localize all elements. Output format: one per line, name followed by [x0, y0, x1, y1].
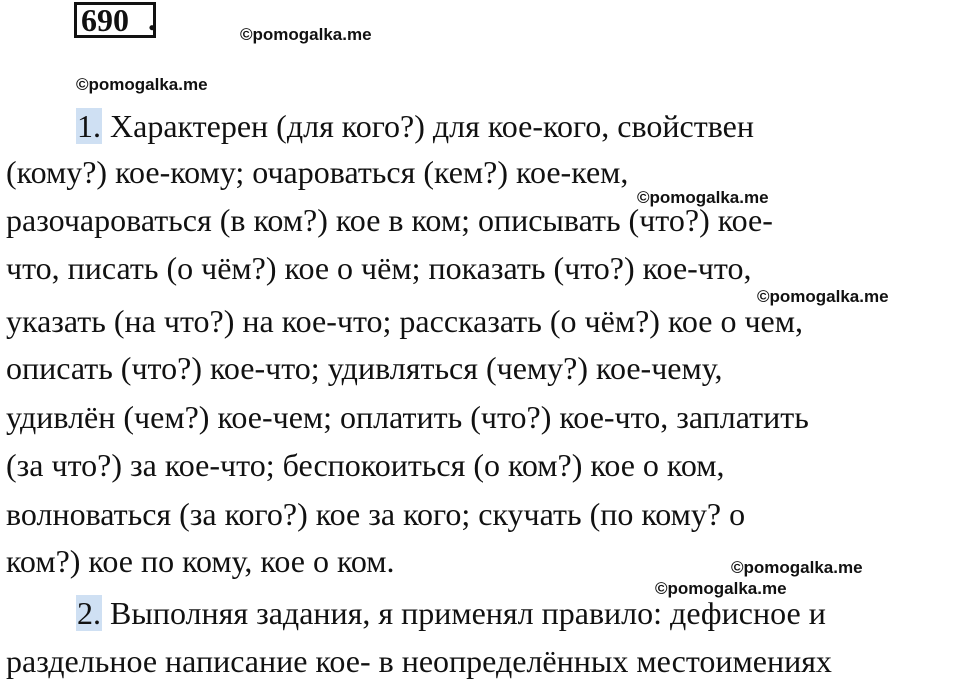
item-1-line-1 [76, 108, 754, 144]
watermark: ©pomogalka.me [731, 558, 863, 577]
item-1-marker: 1. [77, 108, 101, 144]
watermark: ©pomogalka.me [240, 25, 372, 44]
item-1-line-10: ком?) кое по кому, кое о ком. [6, 543, 395, 579]
watermark: ©pomogalka.me [655, 579, 787, 598]
item-1-line-3: разочароваться (в ком?) кое в ком; описывать (что?) кое- [6, 202, 773, 238]
item-1-line-7: удивлён (чем?) кое-чем; оплатить (что?) кое-что, заплатить [6, 399, 809, 435]
watermark: ©pomogalka.me [757, 287, 889, 306]
watermark: ©pomogalka.me [637, 188, 769, 207]
item-1-line-5: указать (на что?) на кое-что; рассказать (о чём?) кое о чем, [6, 303, 803, 339]
item-1-line-4: что, писать (о чём?) кое о чём; показать (что?) кое-что, [6, 250, 752, 286]
item-2-text: Выполняя задания, я применял правило: дефисное и [102, 595, 826, 631]
task-number: 690 [74, 2, 156, 38]
item-2-line-1 [76, 595, 826, 631]
item-2-marker: 2. [77, 595, 101, 631]
item-1-line-2: (кому?) кое-кому; очароваться (кем?) кое-кем, [6, 154, 629, 190]
task-number-dot: . [148, 1, 156, 37]
watermark: ©pomogalka.me [76, 75, 208, 94]
item-1-text: Характерен (для кого?) для кое-кого, свойствен [102, 108, 754, 144]
item-1-line-9: волноваться (за кого?) кое за кого; скучать (по кому? о [6, 496, 746, 532]
item-2-line-2: раздельное написание кое- в неопределённых местоимениях [6, 643, 832, 679]
item-1-line-6: описать (что?) кое-что; удивляться (чему?) кое-чему, [6, 350, 723, 386]
item-1-line-8: (за что?) за кое-что; беспокоиться (о ком?) кое о ком, [6, 447, 725, 483]
